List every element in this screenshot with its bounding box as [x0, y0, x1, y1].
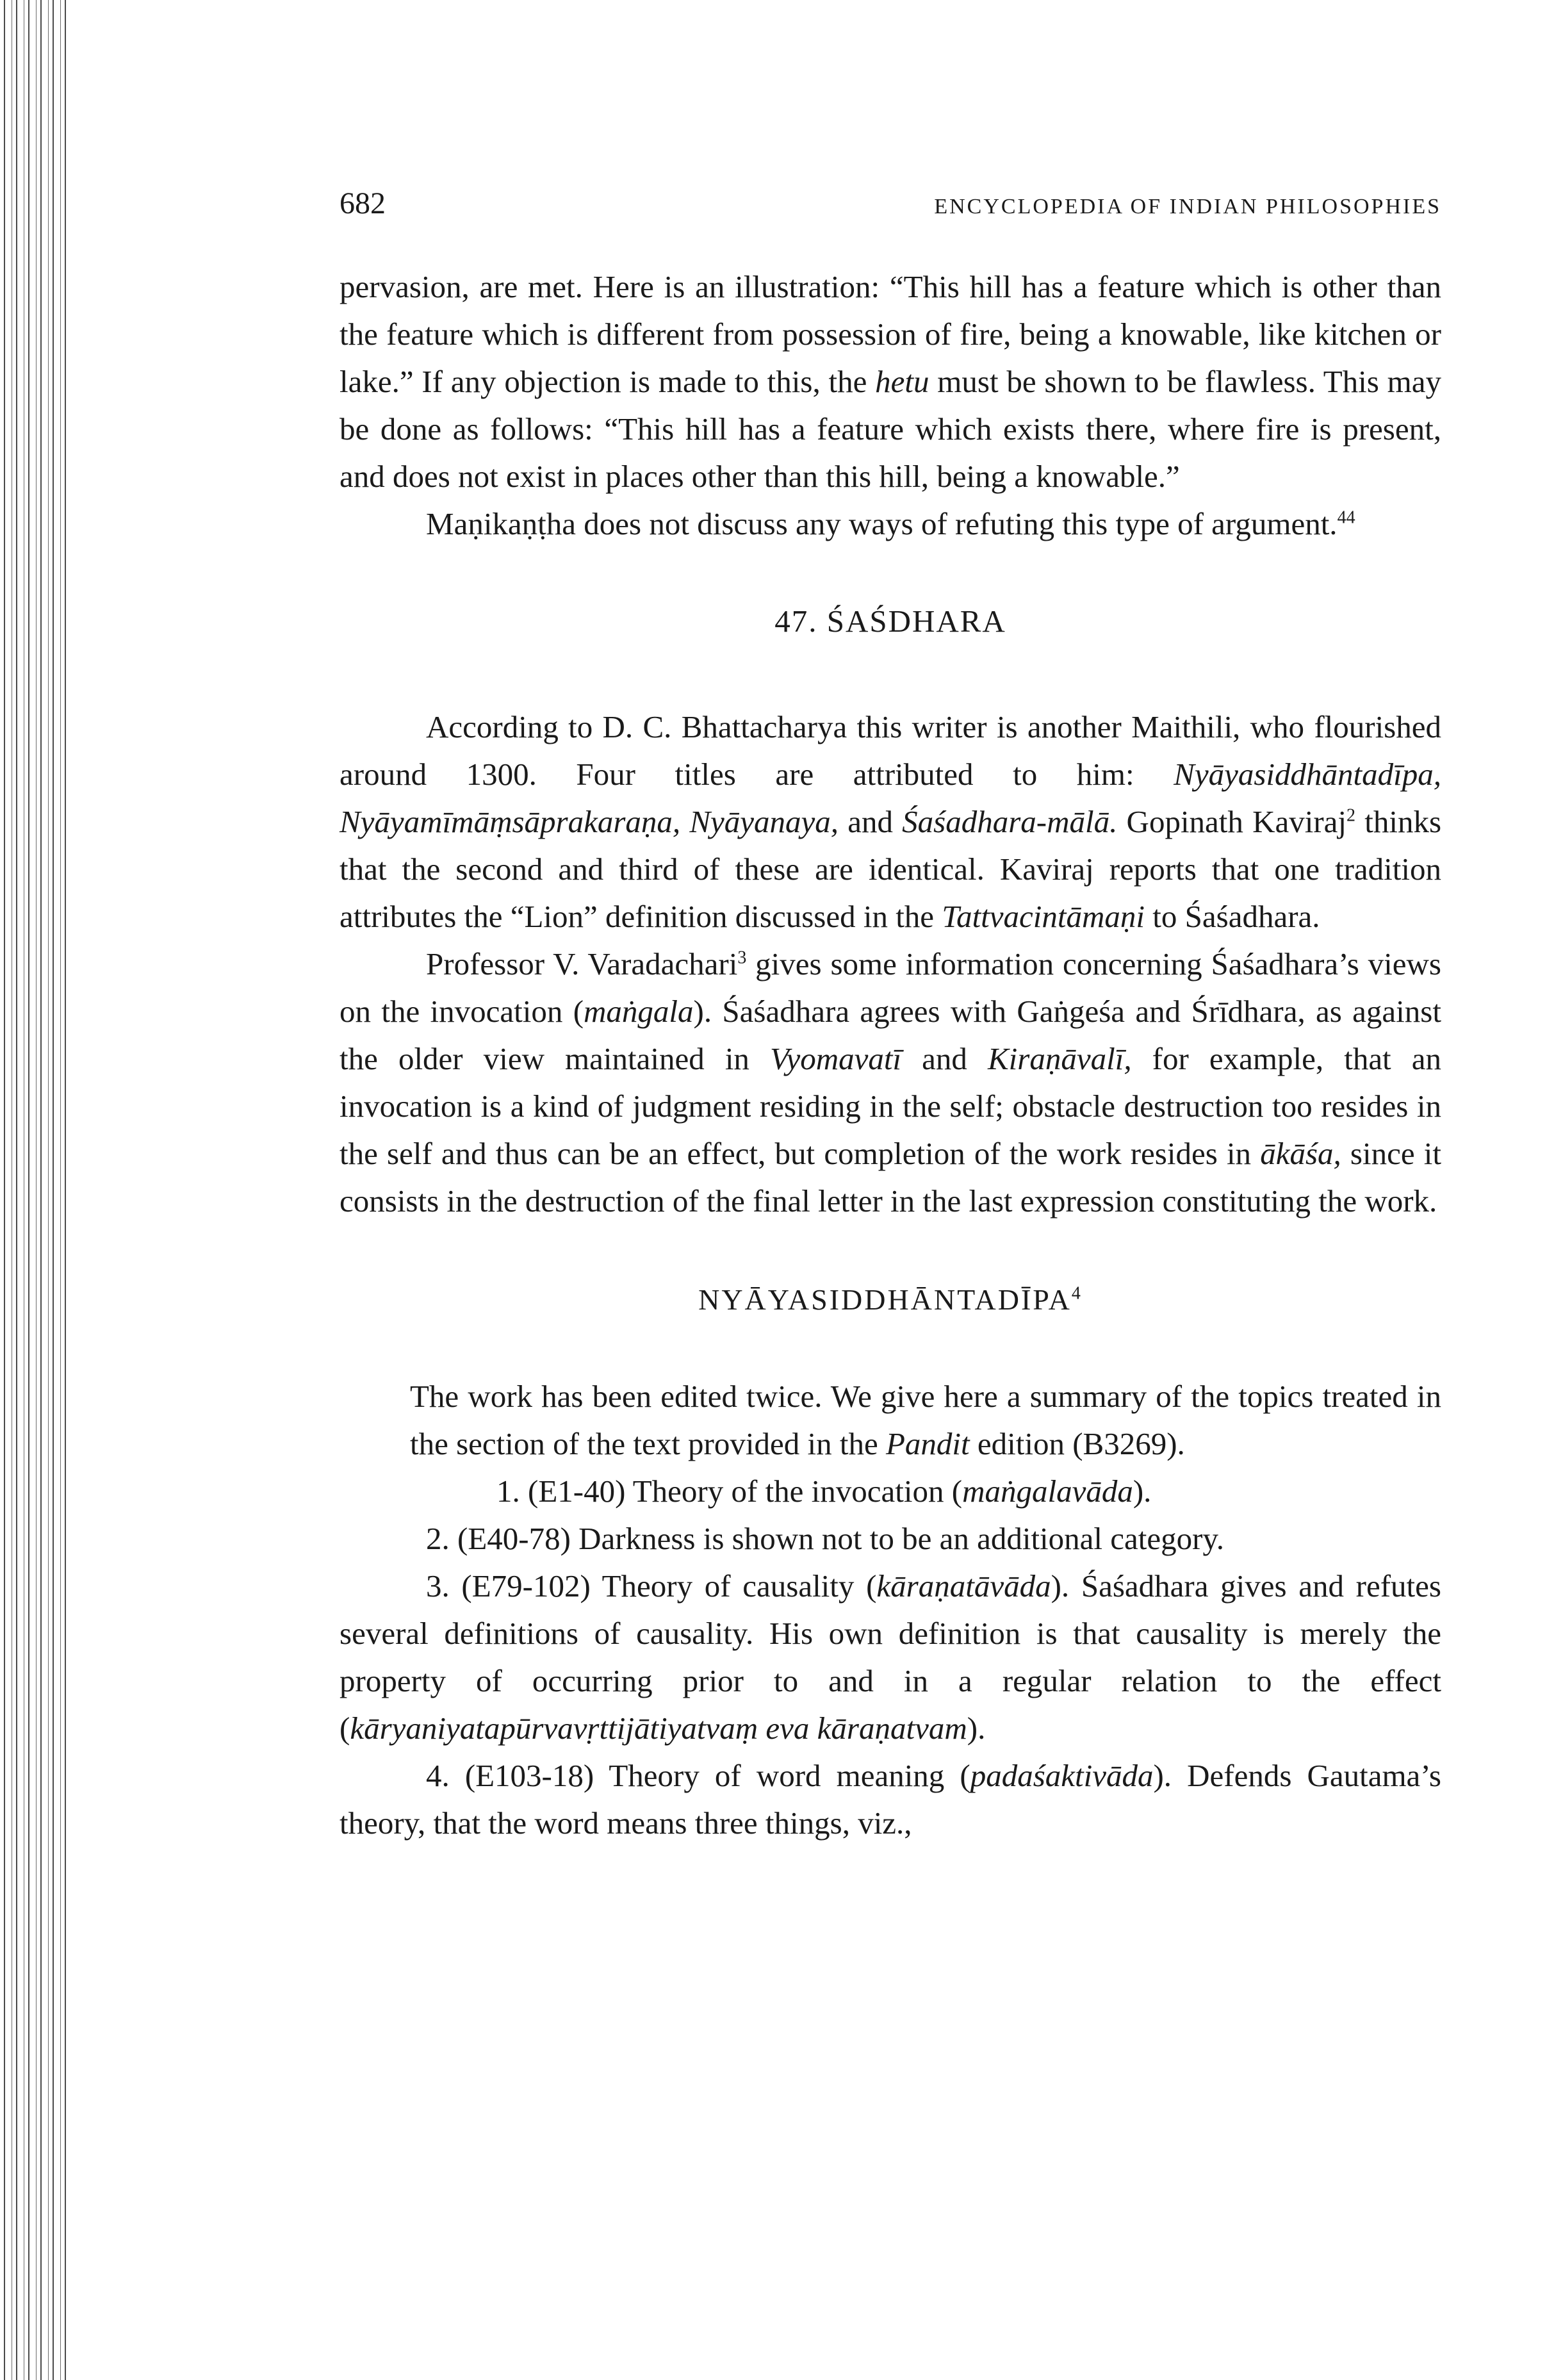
summary-intro: The work has been edited twice. We give here a summary of the topics treated in the section of the text provided in the Pandit edition (B3269). [410, 1379, 1441, 1461]
page-body [340, 186, 1441, 1847]
page-header [340, 186, 1441, 221]
summary-item-1: 1. (E1-40) Theory of the invocation (maṅgalavāda). [496, 1473, 1152, 1509]
intro-paragraph-2: Maṇikaṇṭha does not discuss any ways of refuting this type of argument.$^{44}$ [426, 506, 1355, 541]
summary-block [340, 1373, 1441, 1847]
footnote-ref-3: 3 [737, 948, 747, 968]
footnote-ref-44: 44 [1337, 507, 1355, 528]
page-number: 682 [340, 186, 386, 220]
hetu-term: hetu [875, 364, 929, 399]
running-head: ENCYCLOPEDIA OF INDIAN PHILOSOPHIES [934, 195, 1441, 218]
section-paragraph-2: Professor V. Varadachari$^3$ gives some information concerning Śaśadhara’s views on the invocation (maṅgala). Śaśadhara agrees with Gaṅgeśa and Śrīdhara, as against the older view maintained in Vyomavatī and Kiraṇāvalī, for example, that an invocation is a kind of judgment residing in the self; obstacle destruction too resides in the self and thus can be an effect, but completion of the work resides in ākāśa, since it consists in the destruction of the final letter in the last expression constituting the work. [340, 946, 1442, 1219]
summary-item-2: 2. (E40-78) Darkness is shown not to be an additional category. [426, 1521, 1225, 1556]
summary-item-3: 3. (E79-102) Theory of causality (kāraṇatāvāda). Śaśadhara gives and refutes several definitions of causality. His own definition is that causality is merely the property of occurring prior to and in a regular relation to the effect (kāryaniyatapūrvavṛttijātiyatvaṃ eva kāraṇatvam). [340, 1568, 1441, 1746]
book-binding-edge [0, 0, 70, 2380]
footnote-ref-2: 2 [1346, 805, 1356, 826]
subsection-title: NYĀYASIDDHĀNTADĪPA$^4$ [698, 1283, 1083, 1316]
footnote-ref-4: 4 [1071, 1283, 1083, 1304]
section-title: 47. ŚAŚDHARA [774, 603, 1006, 639]
intro-paragraph-1: pervasion, are met. Here is an illustration: “This hill has a feature which is other than the feature which is different from possession of fire, being a knowable, like kitchen or lake.” If any objection is made to this, the hetu must be shown to be flawless. This may be done as follows: “This hill has a feature which exists there, where fire is present, and does not exist in places other than this hill, being a knowable.” [340, 269, 1441, 494]
summary-item-4: 4. (E103-18) Theory of word meaning (padaśaktivāda). Defends Gautama’s theory, that the word means three things, viz., [340, 1758, 1441, 1841]
section-paragraph-1: According to D. C. Bhattacharya this writer is another Maithili, who flourished around 1300. Four titles are attributed to him: Nyāyasiddhāntadīpa, Nyāyamīmāṃsāprakaraṇa, Nyāyanaya, and Śaśadhara-mālā. Gopinath Kaviraj$^2$ thinks that the second and third of these are identical. Kaviraj reports that one tradition attributes the “Lion” definition discussed in the Tattvacintāmaṇi to Śaśadhara. [340, 709, 1442, 934]
